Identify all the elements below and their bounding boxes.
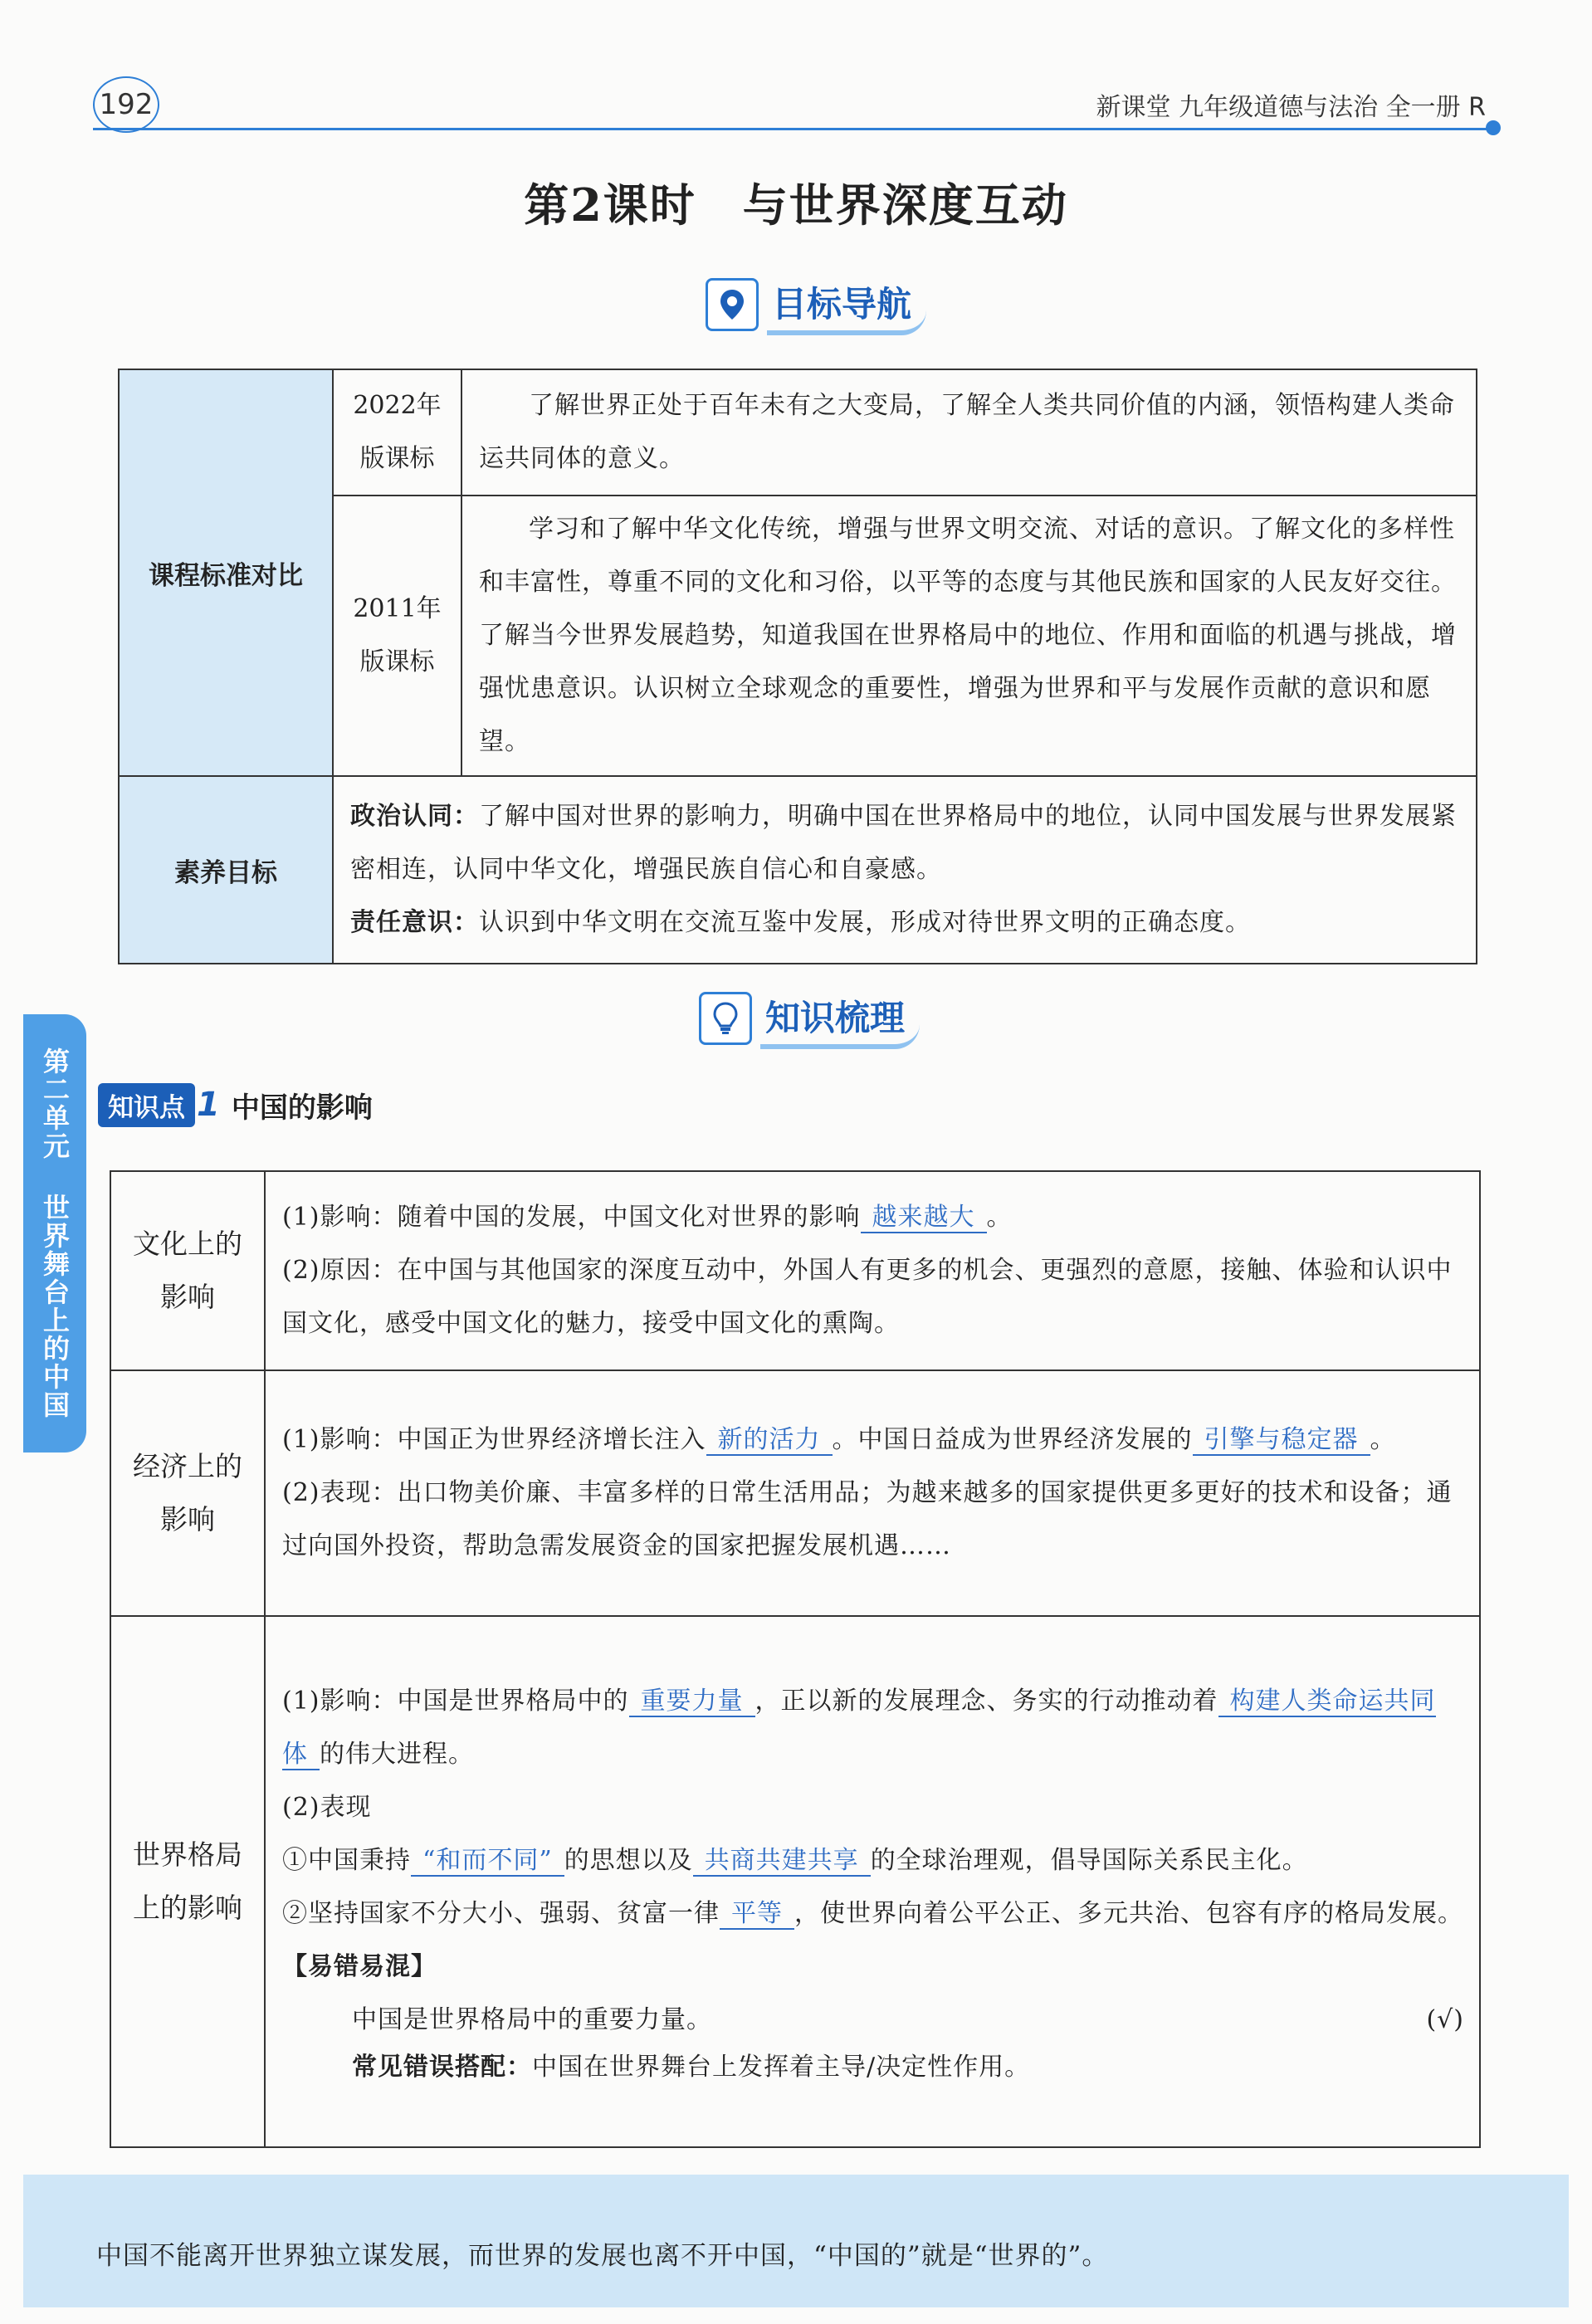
footer-quote: 中国不能离开世界独立谋发展，而世界的发展也离不开中国，“中国的”就是“世界的”。 — [96, 2241, 1109, 2271]
standards-table — [118, 369, 1477, 964]
culture-content: (1)影响：随着中国的发展，中国文化对世界的影响 越来越大 。 (2)原因：在中国与其他国家的深度互动中，外国人有更多的机会、更强烈的意愿，接触、体验和认识中国文化，感受中国文化的魅力，接受中国文化的熏陶。 — [265, 1171, 1480, 1370]
world-content: (1)影响：中国是世界格局中的 重要力量 ，正以新的发展理念、务实的行动推动着 构建人类命运共同体 的伟大进程。 (2)表现 ①中国秉持 “和而不同” 的思想以及 共商共建共享 的全球治理观，倡导国际关系民主化。 ②坚持国家不分大小、强弱、贫富一律 平等 ，使世界向着公平公正、多元共治、包容有序的格局发展。 【易错易混】 中国是世界格局中的重要力量。 (√) 常见错误搭配：中国在世界舞台上发挥着主导/决定性作用。 — [265, 1616, 1480, 2147]
unit-side-tab: 第二单元 世界舞台上的中国 — [23, 1014, 86, 1452]
knowledge-point-label: 知识点 — [98, 1083, 195, 1127]
mistake-common: 常见错误搭配：中国在世界舞台上发挥着主导/决定性作用。 — [352, 2053, 1031, 2082]
answer-blank: 越来越大 — [861, 1203, 987, 1233]
answer-blank: 共商共建共享 — [693, 1846, 871, 1877]
mistake-statement: 中国是世界格局中的重要力量。 (√) — [282, 1994, 1464, 2047]
influence-table — [110, 1170, 1481, 2148]
answer-blank: 平等 — [720, 1899, 794, 1930]
knowledge-nav-badge — [699, 991, 920, 1046]
answer-blank: 重要力量 — [629, 1687, 755, 1717]
answer-blank: 新的活力 — [706, 1425, 833, 1456]
check-mark: (√) — [1426, 2005, 1464, 2034]
answer-blank: “和而不同” — [411, 1846, 564, 1877]
header-rule-dot — [1486, 120, 1501, 135]
answer-blank: 构建人类命运共同体 — [282, 1687, 1436, 1769]
culture-label: 文化上的影响 — [110, 1171, 265, 1370]
goal-nav-label: 目标导航 — [767, 274, 926, 335]
answer-blank: 引擎与稳定器 — [1193, 1425, 1370, 1456]
std2022-text: 了解世界正处于百年未有之大变局，了解全人类共同价值的内涵，领悟构建人类命运共同体的意义。 — [461, 369, 1477, 496]
header-rule — [93, 128, 1496, 130]
knowledge-point-title: 中国的影响 — [231, 1091, 373, 1125]
std2011-text: 学习和了解中华文化传统，增强与世界文明交流、对话的意识。了解文化的多样性和丰富性，尊重不同的文化和习俗，以平等的态度与其他民族和国家的人民友好交往。了解当今世界发展趋势，知道我国在世界格局中的地位、作用和面临的机遇与挑战，增强忧患意识。认识树立全球观念的重要性，增强为世界和平与发展作贡献的意识和愿望。 — [461, 496, 1477, 776]
lesson-title: 第2课时 与世界深度互动 — [524, 178, 1068, 232]
std2022-year: 2022年版课标 — [333, 369, 461, 496]
lightbulb-icon — [699, 992, 752, 1045]
economy-label: 经济上的影响 — [110, 1370, 265, 1616]
goal-nav-badge — [706, 277, 926, 332]
mistake-title: 【易错易混】 — [282, 1952, 437, 1981]
literacy-text: 政治认同：了解中国对世界的影响力，明确中国在世界格局中的地位，认同中国发展与世界发展紧密相连，认同中华文化，增强民族自信心和自豪感。 责任意识：认识到中华文明在交流互鉴中发展，形成对待世界文明的正确态度。 — [333, 776, 1477, 964]
economy-content: (1)影响：中国正为世界经济增长注入 新的活力 。中国日益成为世界经济发展的 引擎与稳定器 。 (2)表现：出口物美价廉、丰富多样的日常生活用品；为越来越多的国家提供更多更好的技术和设备；通过向国外投资，帮助急需发展资金的国家把握发展机遇…… — [265, 1370, 1480, 1616]
page-number: 192 — [93, 76, 159, 133]
literacy-label: 素养目标 — [119, 776, 333, 964]
knowledge-point-tag — [98, 1081, 373, 1129]
location-pin-icon — [706, 278, 759, 331]
std2011-year: 2011年版课标 — [333, 496, 461, 776]
knowledge-point-number: 1 — [197, 1086, 220, 1124]
book-title: 新课堂 九年级道德与法治 全一册 R — [1096, 93, 1486, 122]
world-label: 世界格局上的影响 — [110, 1616, 265, 2147]
knowledge-nav-label: 知识梳理 — [760, 988, 920, 1049]
standards-row-label: 课程标准对比 — [119, 369, 333, 776]
